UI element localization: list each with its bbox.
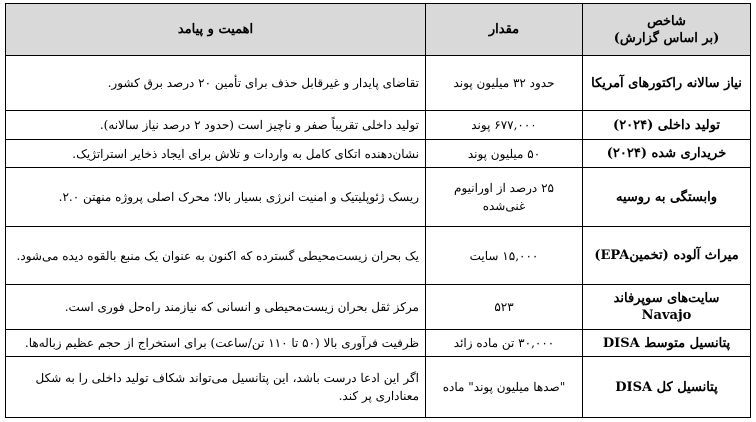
row-amount: ۱۵,۰۰۰ سایت (426, 227, 583, 285)
table-row (6, 330, 751, 357)
row-amount: ۳۰,۰۰۰ تن ماده زائد (426, 330, 583, 357)
header-amount: مقدار (426, 4, 583, 56)
row-importance: نشان‌دهنده اتکای کامل به واردات و تلاش برای ایجاد ذخایر استراتژیک. (6, 140, 426, 168)
row-importance: ریسک ژئوپلیتیک و امنیت انرژی بسیار بالا؛ محرک اصلی پروژه منهتن ۲.۰. (6, 168, 426, 227)
row-amount: ۲۵ درصد از اورانیوم غنی‌شده (426, 168, 583, 227)
table-row (6, 227, 751, 285)
row-amount: حدود ۳۲ میلیون پوند (426, 56, 583, 111)
table-row (6, 285, 751, 330)
row-indicator: پتانسیل متوسط DISA (583, 330, 751, 357)
header-indicator-note: (بر اساس گزارش) (613, 30, 720, 46)
row-amount: ۶۷۷,۰۰۰ پوند (426, 111, 583, 140)
table-row (6, 168, 751, 227)
row-indicator: نیاز سالانه راکتورهای آمریکا (583, 56, 751, 111)
row-importance: اگر این ادعا درست باشد، این پتانسیل می‌تواند شکاف تولید داخلی را به شکل معناداری پر کند. (6, 357, 426, 418)
row-amount: ۵۰ میلیون پوند (426, 140, 583, 168)
table-row (6, 111, 751, 140)
row-importance: تقاضای پایدار و غیرقابل حذف برای تأمین ۲۰ درصد برق کشور. (6, 56, 426, 111)
header-row (6, 4, 751, 56)
header-indicator-label: شاخص (647, 13, 686, 29)
row-importance: یک بحران زیست‌محیطی گسترده که اکنون به عنوان یک منبع بالقوه دیده می‌شود. (6, 227, 426, 285)
row-importance: تولید داخلی تقریباً صفر و ناچیز است (حدود ۲ درصد نیاز سالانه). (6, 111, 426, 140)
row-amount: "صدها میلیون پوند" ماده (426, 357, 583, 418)
row-indicator: تولید داخلی (۲۰۲۴) (583, 111, 751, 140)
header-importance: اهمیت و پیامد (6, 4, 426, 56)
table-row (6, 56, 751, 111)
uranium-indicators-table (5, 3, 751, 418)
row-importance: ظرفیت فرآوری بالا (۵۰ تا ۱۱۰ تن/ساعت) برای استخراج از حجم عظیم زباله‌ها. (6, 330, 426, 357)
row-indicator: وابستگی به روسیه (583, 168, 751, 227)
table-row (6, 140, 751, 168)
row-indicator: خریداری شده (۲۰۲۴) (583, 140, 751, 168)
header-indicator (583, 4, 751, 56)
row-indicator: پتانسیل کل DISA (583, 357, 751, 418)
row-indicator: میراث آلوده (تخمینEPA) (583, 227, 751, 285)
row-amount: ۵۲۳ (426, 285, 583, 330)
table-row (6, 357, 751, 418)
row-indicator: سایت‌های سوپرفاند Navajo (583, 285, 751, 330)
row-importance: مرکز ثقل بحران زیست‌محیطی و انسانی که نیازمند راه‌حل فوری است. (6, 285, 426, 330)
